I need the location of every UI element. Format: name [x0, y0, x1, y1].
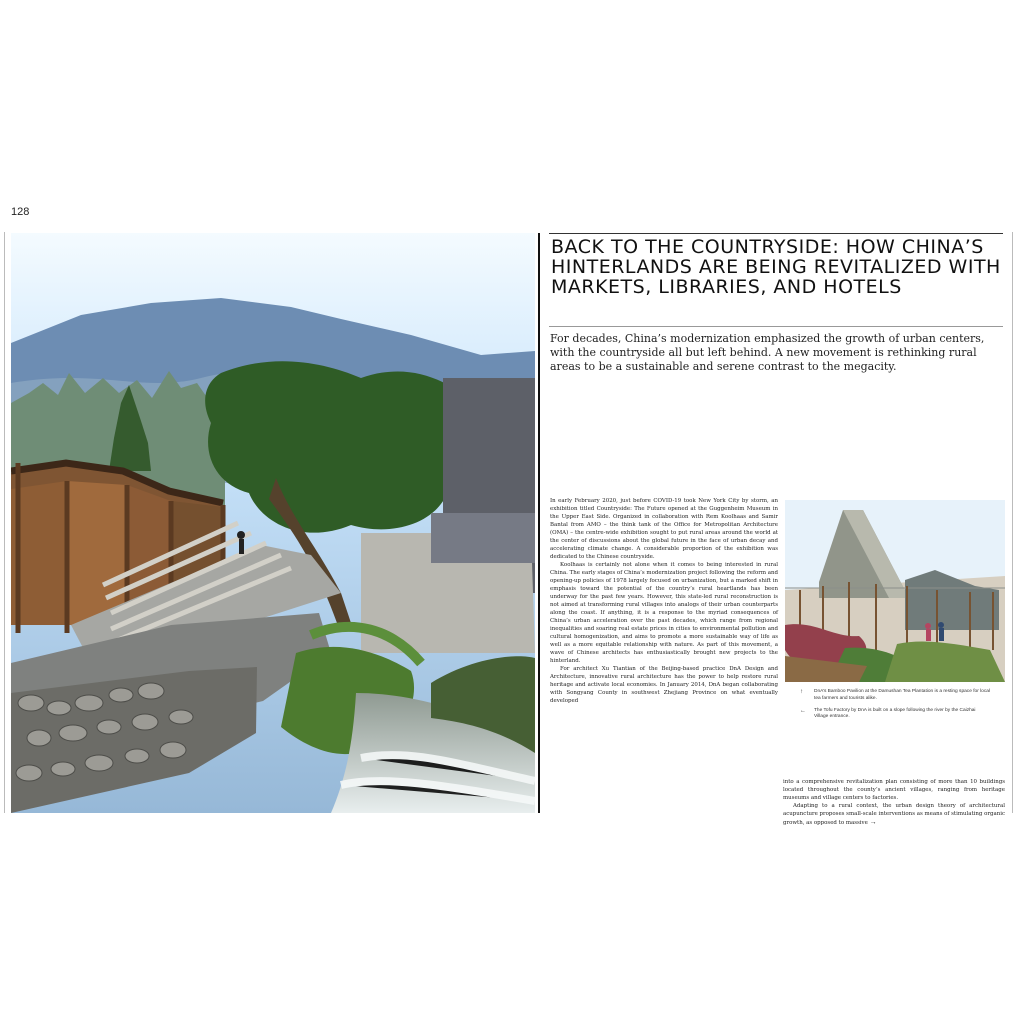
- page-gutter: [538, 233, 540, 813]
- body-paragraph-continued: into a comprehensive revitalization plan consisting of more than 10 buildings located throughout the county’s ancient villages, ranging from heritage museums and village centers to factories.: [783, 779, 1005, 802]
- article-body-column-2: [783, 778, 1005, 828]
- left-arrow-icon: ←: [800, 707, 806, 714]
- body-paragraph-text: Adapting to a rural context, the urban design theory of architectural acupuncture proposes small-scale interventions as means of stimulating organic growth, as opposed to massive: [783, 803, 1005, 827]
- photo-captions: [800, 689, 990, 726]
- caption-text: The Tofu Factory by DnA is built on a slope following the river by the Caizhai Village entrance.: [814, 707, 976, 720]
- article-title: BACK TO THE COUNTRYSIDE: HOW CHINA’S HINTERLANDS ARE BEING REVITALIZED WITH MARKETS, LIBRARIES, AND HOTELS: [551, 236, 1001, 298]
- body-paragraph: In early February 2020, just before COVID-19 took New York City by storm, an exhibition titled Countryside: The Future opened at the Guggenheim Museum in the Upper East Side. Organized in collaboration with Rem Koolhaas and Samir Bantal from AMO – the think tank of the Office for Metropolitan Architecture (OMA) – the centre-wide exhibition sought to put rural areas around the world at the center of discussions about the global future in the face of urban decay and accelerating climate change. A considerable proportion of the exhibition was dedicated to the Chinese countryside.: [550, 498, 778, 561]
- article-deck: For decades, China’s modernization emphasized the growth of urban centers, with the countryside all but left behind. A new movement is rethinking rural areas to be a sustainable and serene contrast to the megacity.: [550, 332, 985, 373]
- title-bottom-rule: [549, 326, 1003, 327]
- page-number: 128: [11, 206, 30, 218]
- title-top-rule: [549, 233, 1003, 234]
- tofu-factory-photo: [11, 233, 535, 813]
- tofu-factory-landscape-image: [11, 233, 535, 813]
- continue-arrow-icon: →: [869, 819, 877, 827]
- bamboo-pavilion-image: [785, 500, 1005, 682]
- body-paragraph-continued: [783, 802, 1005, 828]
- caption-up: [800, 689, 990, 703]
- up-arrow-icon: ↑: [800, 689, 803, 695]
- body-paragraph: Koolhaas is certainly not alone when it comes to being interested in rural China. The early stages of China’s modernization project following the reform and opening-up policies of 1978 largely focused on urbanization, but a marked shift in emphasis toward the potential of the country’s rural heartlands has been underway for the past few years. However, this state-led rural reconstruction is not aimed at transforming rural villages into analogs of their urban counterparts along the coast. If anything, it is a response to the myriad consequences of China’s urban acceleration over the past decades, which range from regional inequalities and soaring real estate prices in cities to environmental pollution and cultural homogenization, and aims to promote a more sustainable way of life as well as a more equitable relationship with nature. As part of this movement, a wave of Chinese architects has enthusiastically brought new projects to the hinterland.: [550, 562, 778, 665]
- caption-left: [800, 708, 990, 722]
- body-paragraph: For architect Xu Tiantian of the Beijing-based practice DnA Design and Architecture, innovative rural architecture has the power to help restore rural heritage and activate local economies. In January 2014, DnA began collaborating with Songyang County in southwest Zhejiang Province on what eventually developed: [550, 666, 778, 705]
- article-body-column-1: [550, 497, 778, 705]
- bamboo-pavilion-photo: [785, 500, 1005, 682]
- caption-text: DnA’s Bamboo Pavilion at the Damushan Tea Plantation is a resting space for local tea farmers and tourists alike.: [814, 689, 990, 701]
